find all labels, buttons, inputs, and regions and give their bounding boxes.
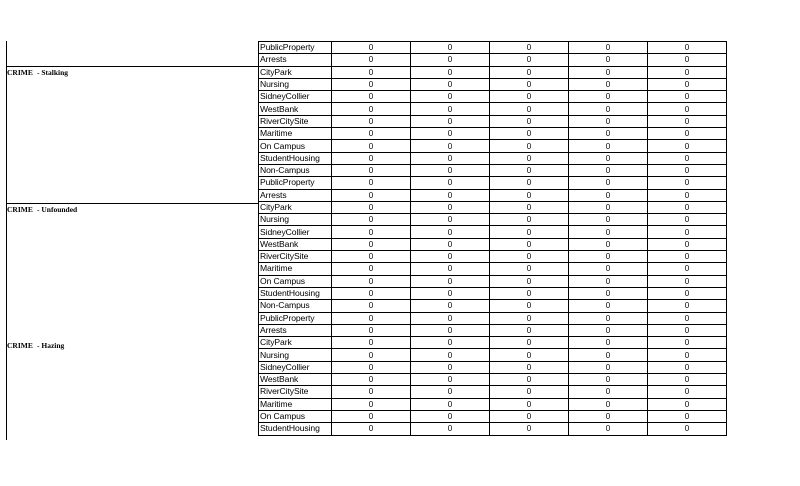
value-cell: 0: [332, 42, 411, 54]
value-cell: 0: [411, 398, 490, 410]
value-cell: 0: [490, 361, 569, 373]
value-cell: 0: [411, 177, 490, 189]
value-cell: 0: [332, 54, 411, 66]
value-cell: 0: [569, 164, 648, 176]
location-cell: RiverCitySite: [259, 115, 332, 127]
crime-label-hazing: [7, 341, 64, 351]
location-cell: SidneyCollier: [259, 91, 332, 103]
value-cell: 0: [332, 91, 411, 103]
location-cell: WestBank: [259, 103, 332, 115]
value-cell: 0: [490, 66, 569, 78]
value-cell: 0: [332, 386, 411, 398]
location-cell: On Campus: [259, 140, 332, 152]
table-row: [259, 361, 727, 373]
location-cell: RiverCitySite: [259, 251, 332, 263]
value-cell: 0: [569, 238, 648, 250]
value-cell: 0: [490, 238, 569, 250]
table-row: [259, 337, 727, 349]
value-cell: 0: [569, 140, 648, 152]
location-cell: PublicProperty: [259, 312, 332, 324]
value-cell: 0: [332, 214, 411, 226]
value-cell: 0: [332, 177, 411, 189]
table-row: [259, 103, 727, 115]
value-cell: 0: [569, 66, 648, 78]
table-row: [259, 238, 727, 250]
crime-statistics-table: [258, 41, 727, 436]
location-cell: Nursing: [259, 349, 332, 361]
value-cell: 0: [411, 361, 490, 373]
value-cell: 0: [411, 423, 490, 435]
value-cell: 0: [569, 324, 648, 336]
value-cell: 0: [332, 398, 411, 410]
value-cell: 0: [411, 189, 490, 201]
table-row: [259, 91, 727, 103]
table-row: [259, 251, 727, 263]
table-row: [259, 263, 727, 275]
table-row: [259, 189, 727, 201]
location-cell: RiverCitySite: [259, 386, 332, 398]
value-cell: 0: [411, 66, 490, 78]
table-row: [259, 115, 727, 127]
value-cell: 0: [411, 324, 490, 336]
value-cell: 0: [332, 251, 411, 263]
value-cell: 0: [411, 214, 490, 226]
value-cell: 0: [569, 201, 648, 213]
value-cell: 0: [490, 312, 569, 324]
value-cell: 0: [490, 410, 569, 422]
value-cell: 0: [490, 189, 569, 201]
value-cell: 0: [411, 386, 490, 398]
crime-label-prefix: CRIME: [7, 68, 33, 77]
value-cell: 0: [332, 337, 411, 349]
location-cell: CityPark: [259, 337, 332, 349]
value-cell: 0: [569, 287, 648, 299]
value-cell: 0: [569, 349, 648, 361]
value-cell: 0: [569, 300, 648, 312]
table-row: [259, 42, 727, 54]
value-cell: 0: [332, 275, 411, 287]
location-cell: Nursing: [259, 78, 332, 90]
crime-label-name: - Hazing: [37, 341, 65, 350]
value-cell: 0: [648, 42, 727, 54]
table-row: [259, 214, 727, 226]
crime-label-unfounded: [7, 205, 77, 215]
location-cell: Maritime: [259, 398, 332, 410]
value-cell: 0: [411, 251, 490, 263]
table-row: [259, 177, 727, 189]
location-cell: Nursing: [259, 214, 332, 226]
value-cell: 0: [648, 238, 727, 250]
value-cell: 0: [332, 287, 411, 299]
value-cell: 0: [648, 312, 727, 324]
value-cell: 0: [411, 337, 490, 349]
value-cell: 0: [332, 66, 411, 78]
value-cell: 0: [332, 410, 411, 422]
value-cell: 0: [490, 275, 569, 287]
value-cell: 0: [490, 103, 569, 115]
crime-label-stalking: [7, 68, 68, 78]
value-cell: 0: [411, 300, 490, 312]
location-cell: WestBank: [259, 374, 332, 386]
value-cell: 0: [332, 128, 411, 140]
value-cell: 0: [490, 374, 569, 386]
value-cell: 0: [569, 152, 648, 164]
crime-label-name: - Stalking: [37, 68, 69, 77]
value-cell: 0: [569, 226, 648, 238]
value-cell: 0: [648, 152, 727, 164]
value-cell: 0: [332, 201, 411, 213]
value-cell: 0: [569, 275, 648, 287]
location-cell: Arrests: [259, 189, 332, 201]
value-cell: 0: [490, 349, 569, 361]
location-cell: Arrests: [259, 54, 332, 66]
table-row: [259, 152, 727, 164]
value-cell: 0: [648, 349, 727, 361]
crime-label-prefix: CRIME: [7, 205, 33, 214]
value-cell: 0: [648, 78, 727, 90]
value-cell: 0: [332, 324, 411, 336]
value-cell: 0: [569, 78, 648, 90]
value-cell: 0: [332, 263, 411, 275]
value-cell: 0: [648, 128, 727, 140]
table-row: [259, 128, 727, 140]
value-cell: 0: [569, 42, 648, 54]
value-cell: 0: [648, 251, 727, 263]
value-cell: 0: [569, 410, 648, 422]
value-cell: 0: [648, 103, 727, 115]
value-cell: 0: [569, 398, 648, 410]
crime-section-separator: [6, 203, 259, 204]
value-cell: 0: [490, 300, 569, 312]
value-cell: 0: [411, 263, 490, 275]
table-row: [259, 374, 727, 386]
value-cell: 0: [490, 201, 569, 213]
value-cell: 0: [411, 374, 490, 386]
value-cell: 0: [648, 263, 727, 275]
table-row: [259, 423, 727, 435]
value-cell: 0: [569, 54, 648, 66]
value-cell: 0: [569, 103, 648, 115]
value-cell: 0: [411, 238, 490, 250]
value-cell: 0: [648, 287, 727, 299]
value-cell: 0: [490, 115, 569, 127]
value-cell: 0: [411, 287, 490, 299]
crime-label-name: - Unfounded: [37, 205, 78, 214]
value-cell: 0: [332, 312, 411, 324]
value-cell: 0: [332, 374, 411, 386]
value-cell: 0: [648, 275, 727, 287]
value-cell: 0: [490, 287, 569, 299]
value-cell: 0: [490, 152, 569, 164]
value-cell: 0: [411, 103, 490, 115]
crime-section-separator: [6, 66, 259, 67]
value-cell: 0: [648, 398, 727, 410]
value-cell: 0: [332, 349, 411, 361]
location-cell: On Campus: [259, 410, 332, 422]
value-cell: 0: [569, 337, 648, 349]
value-cell: 0: [411, 410, 490, 422]
table-row: [259, 410, 727, 422]
table-body: [259, 42, 727, 436]
table-row: [259, 324, 727, 336]
value-cell: 0: [569, 386, 648, 398]
value-cell: 0: [490, 398, 569, 410]
table-row: [259, 201, 727, 213]
table-row: [259, 312, 727, 324]
value-cell: 0: [411, 54, 490, 66]
location-cell: PublicProperty: [259, 177, 332, 189]
value-cell: 0: [332, 164, 411, 176]
value-cell: 0: [490, 177, 569, 189]
table-row: [259, 78, 727, 90]
location-cell: Maritime: [259, 128, 332, 140]
value-cell: 0: [648, 177, 727, 189]
value-cell: 0: [332, 140, 411, 152]
value-cell: 0: [490, 42, 569, 54]
value-cell: 0: [648, 374, 727, 386]
value-cell: 0: [490, 226, 569, 238]
value-cell: 0: [332, 300, 411, 312]
location-cell: SidneyCollier: [259, 226, 332, 238]
value-cell: 0: [490, 164, 569, 176]
value-cell: 0: [648, 410, 727, 422]
value-cell: 0: [648, 337, 727, 349]
value-cell: 0: [648, 189, 727, 201]
value-cell: 0: [490, 324, 569, 336]
value-cell: 0: [332, 189, 411, 201]
location-cell: Non-Campus: [259, 300, 332, 312]
table-row: [259, 275, 727, 287]
value-cell: 0: [648, 226, 727, 238]
value-cell: 0: [411, 115, 490, 127]
value-cell: 0: [332, 78, 411, 90]
value-cell: 0: [411, 275, 490, 287]
value-cell: 0: [490, 91, 569, 103]
value-cell: 0: [569, 91, 648, 103]
value-cell: 0: [648, 115, 727, 127]
value-cell: 0: [648, 54, 727, 66]
value-cell: 0: [648, 324, 727, 336]
value-cell: 0: [569, 251, 648, 263]
value-cell: 0: [490, 128, 569, 140]
location-cell: SidneyCollier: [259, 361, 332, 373]
value-cell: 0: [490, 140, 569, 152]
value-cell: 0: [411, 91, 490, 103]
value-cell: 0: [411, 164, 490, 176]
value-cell: 0: [648, 66, 727, 78]
value-cell: 0: [411, 42, 490, 54]
value-cell: 0: [332, 226, 411, 238]
value-cell: 0: [411, 349, 490, 361]
value-cell: 0: [490, 423, 569, 435]
value-cell: 0: [569, 189, 648, 201]
location-cell: Maritime: [259, 263, 332, 275]
location-cell: StudentHousing: [259, 152, 332, 164]
value-cell: 0: [569, 214, 648, 226]
value-cell: 0: [332, 423, 411, 435]
value-cell: 0: [569, 177, 648, 189]
table-row: [259, 66, 727, 78]
location-cell: Arrests: [259, 324, 332, 336]
location-cell: CityPark: [259, 201, 332, 213]
value-cell: 0: [569, 361, 648, 373]
value-cell: 0: [490, 263, 569, 275]
value-cell: 0: [569, 312, 648, 324]
value-cell: 0: [648, 386, 727, 398]
value-cell: 0: [648, 300, 727, 312]
value-cell: 0: [411, 226, 490, 238]
value-cell: 0: [490, 54, 569, 66]
table-row: [259, 386, 727, 398]
value-cell: 0: [411, 140, 490, 152]
location-cell: CityPark: [259, 66, 332, 78]
value-cell: 0: [411, 152, 490, 164]
value-cell: 0: [411, 201, 490, 213]
table-row: [259, 300, 727, 312]
value-cell: 0: [569, 374, 648, 386]
value-cell: 0: [648, 423, 727, 435]
value-cell: 0: [411, 128, 490, 140]
location-cell: StudentHousing: [259, 287, 332, 299]
location-cell: StudentHousing: [259, 423, 332, 435]
value-cell: 0: [332, 152, 411, 164]
location-cell: Non-Campus: [259, 164, 332, 176]
value-cell: 0: [648, 361, 727, 373]
value-cell: 0: [332, 238, 411, 250]
value-cell: 0: [332, 115, 411, 127]
value-cell: 0: [490, 337, 569, 349]
table-row: [259, 140, 727, 152]
value-cell: 0: [648, 214, 727, 226]
table-row: [259, 349, 727, 361]
crime-label-prefix: CRIME: [7, 341, 33, 350]
table-row: [259, 164, 727, 176]
value-cell: 0: [569, 128, 648, 140]
value-cell: 0: [648, 201, 727, 213]
value-cell: 0: [648, 164, 727, 176]
value-cell: 0: [490, 386, 569, 398]
value-cell: 0: [490, 251, 569, 263]
table-row: [259, 54, 727, 66]
location-cell: PublicProperty: [259, 42, 332, 54]
table-row: [259, 226, 727, 238]
value-cell: 0: [332, 103, 411, 115]
location-cell: WestBank: [259, 238, 332, 250]
value-cell: 0: [569, 115, 648, 127]
value-cell: 0: [569, 423, 648, 435]
table-row: [259, 398, 727, 410]
value-cell: 0: [332, 361, 411, 373]
left-border-rule: [6, 41, 7, 440]
value-cell: 0: [490, 78, 569, 90]
value-cell: 0: [411, 312, 490, 324]
value-cell: 0: [648, 91, 727, 103]
value-cell: 0: [490, 214, 569, 226]
value-cell: 0: [648, 140, 727, 152]
table-row: [259, 287, 727, 299]
location-cell: On Campus: [259, 275, 332, 287]
value-cell: 0: [569, 263, 648, 275]
value-cell: 0: [411, 78, 490, 90]
